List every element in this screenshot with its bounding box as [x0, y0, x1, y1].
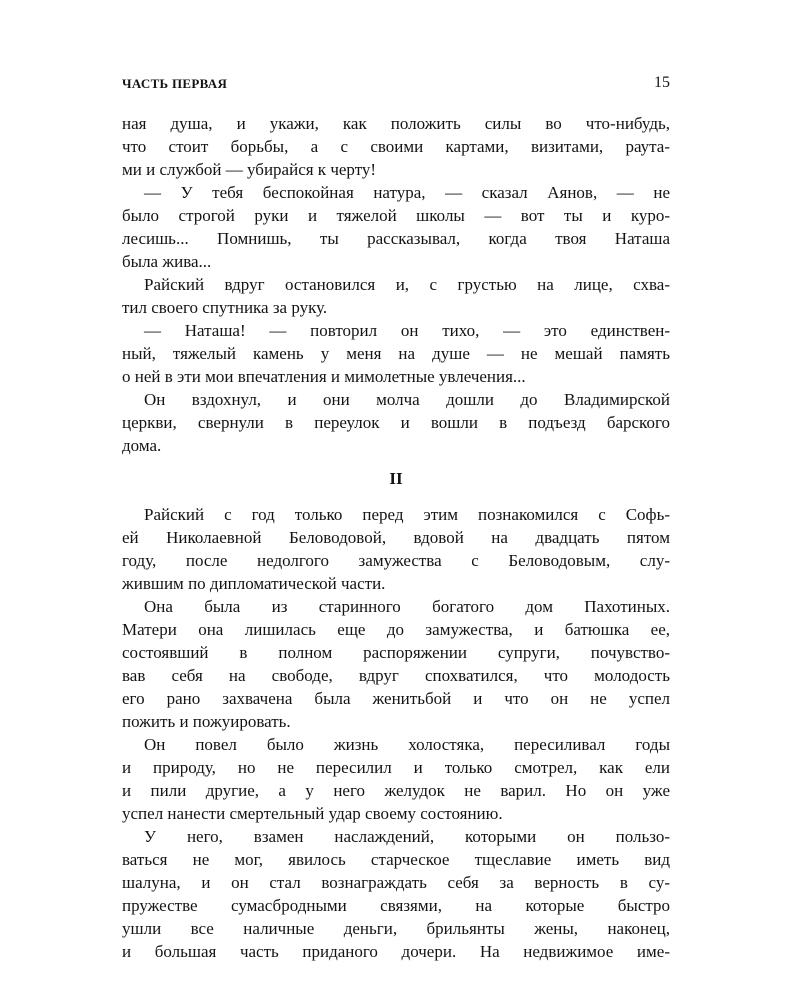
chapter-number: II: [389, 469, 403, 488]
text-line: Райский с год только перед этим познакомился с Софь-: [144, 505, 670, 524]
text-line: шалуна, и он стал вознаграждать себя за верность в су-: [122, 873, 670, 892]
text-line: вав себя на свободе, вдруг спохватился, что молодость: [122, 666, 670, 685]
paragraph: [122, 388, 670, 457]
text-line: была жива...: [122, 252, 212, 271]
text-line: ный, тяжелый камень у меня на душе — не мешай память: [122, 344, 670, 363]
text-block-1: [122, 112, 670, 457]
paragraph: [122, 733, 670, 825]
book-page: [122, 72, 670, 963]
text-line: тил своего спутника за руку.: [122, 298, 328, 317]
text-line: ей Николаевной Беловодовой, вдовой на двадцать пятом: [122, 528, 670, 547]
text-line: дома.: [122, 436, 162, 455]
text-line: жившим по дипломатической части.: [122, 574, 386, 593]
text-line: о ней в эти мои впечатления и мимолетные увлечения...: [122, 367, 526, 386]
text-line: его рано захвачена была женитьбой и что он не успел: [122, 689, 670, 708]
text-line: пружестве сумасбродными связями, на которые быстро: [122, 896, 670, 915]
text-line: Он повел было жизнь холостяка, пересиливал годы: [144, 735, 670, 754]
text-line: церкви, свернули в переулок и вошли в подъезд барского: [122, 413, 670, 432]
paragraph: [122, 503, 670, 595]
text-line: Она была из старинного богатого дом Пахотиных.: [144, 597, 670, 616]
paragraph: [122, 319, 670, 388]
paragraph: [122, 112, 670, 181]
page-number: 15: [654, 74, 670, 91]
text-line: было строгой руки и тяжелой школы — вот ты и куро-: [122, 206, 670, 225]
text-line: состоявший в полном распоряжении супруги, почувство-: [122, 643, 670, 662]
text-line: и природу, но не пересилил и только смотрел, как ели: [122, 758, 670, 777]
text-line: пожить и пожуировать.: [122, 712, 291, 731]
text-line: ваться не мог, явилось старческое тщеславие иметь вид: [122, 850, 670, 869]
running-head: [122, 72, 670, 98]
text-line: — Наташа! — повторил он тихо, — это единствен-: [144, 321, 670, 340]
text-line: ушли все наличные деньги, брильянты жены, наконец,: [122, 919, 670, 938]
text-line: году, после недолгого замужества с Беловодовым, слу-: [122, 551, 670, 570]
text-line: У него, взамен наслаждений, которыми он пользо-: [144, 827, 670, 846]
paragraph: [122, 181, 670, 273]
text-line: и большая часть приданого дочери. На недвижимое име-: [122, 942, 670, 961]
text-line: успел нанести смертельный удар своему состоянию.: [122, 804, 503, 823]
paragraph: [122, 825, 670, 963]
text-line: что стоит борьбы, а с своими картами, визитами, раута-: [122, 137, 670, 156]
text-line: ми и службой — убирайся к черту!: [122, 160, 377, 179]
section-title: ЧАСТЬ ПЕРВАЯ: [122, 76, 228, 91]
text-line: ная душа, и укажи, как положить силы во что-нибудь,: [122, 114, 670, 133]
text-line: Матери она лишилась еще до замужества, и батюшка ее,: [122, 620, 670, 639]
paragraph: [122, 595, 670, 733]
text-line: — У тебя беспокойная натура, — сказал Аянов, — не: [144, 183, 670, 202]
text-line: Райский вдруг остановился и, с грустью на лице, схва-: [144, 275, 670, 294]
text-block-2: [122, 503, 670, 963]
text-line: лесишь... Помнишь, ты рассказывал, когда твоя Наташа: [122, 229, 670, 248]
text-line: Он вздохнул, и они молча дошли до Владимирской: [144, 390, 670, 409]
text-line: и пили другие, а у него желудок не варил. Но он уже: [122, 781, 670, 800]
paragraph: [122, 273, 670, 319]
